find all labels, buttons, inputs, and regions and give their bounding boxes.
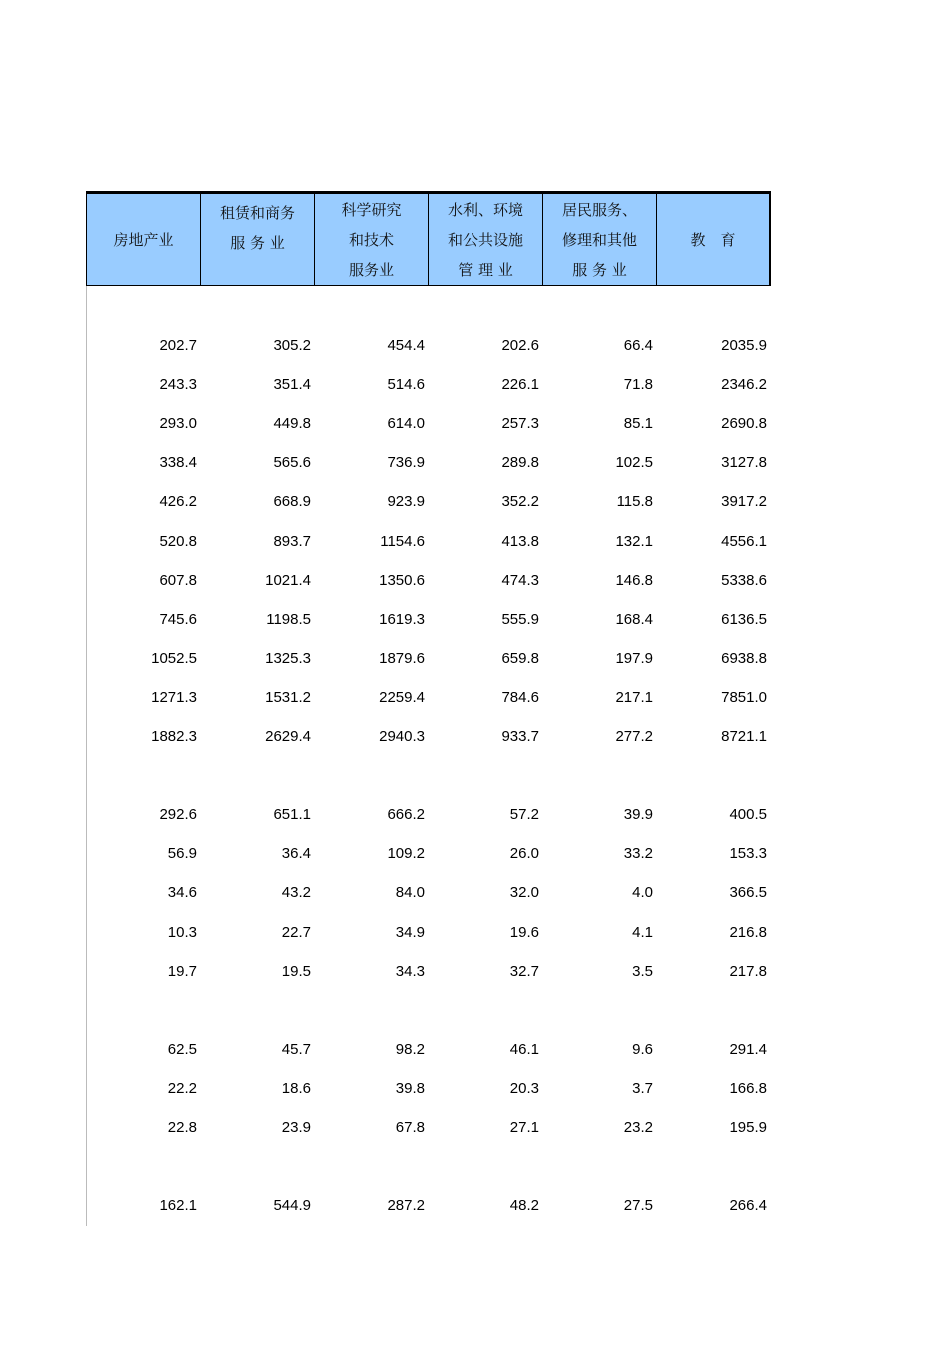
table-cell: 4.1 bbox=[632, 924, 653, 941]
table-row bbox=[86, 649, 771, 669]
table-cell: 43.2 bbox=[281, 884, 311, 901]
table-row bbox=[86, 805, 771, 825]
header-line: 服 务 业 bbox=[230, 234, 285, 252]
header-line: 管 理 业 bbox=[458, 260, 513, 279]
table-cell: 162.1 bbox=[159, 1197, 197, 1214]
table-row bbox=[86, 1040, 771, 1060]
table-cell: 19.5 bbox=[281, 963, 311, 980]
table-cell: 216.8 bbox=[729, 924, 767, 941]
table-cell: 2629.4 bbox=[265, 728, 311, 745]
table-cell: 32.0 bbox=[509, 884, 539, 901]
header-line: 和公共设施 bbox=[447, 230, 523, 249]
table-cell: 57.2 bbox=[509, 806, 539, 823]
table-cell: 893.7 bbox=[273, 533, 311, 550]
table-cell: 217.1 bbox=[615, 689, 653, 706]
table-cell: 784.6 bbox=[501, 689, 539, 706]
table-cell: 36.4 bbox=[281, 845, 311, 862]
table-cell: 923.9 bbox=[387, 493, 425, 510]
table-cell: 84.0 bbox=[395, 884, 425, 901]
table-cell: 23.9 bbox=[281, 1119, 311, 1136]
table-row bbox=[86, 962, 771, 982]
table-cell: 7851.0 bbox=[721, 689, 767, 706]
table-cell: 19.7 bbox=[167, 963, 197, 980]
table-cell: 9.6 bbox=[632, 1041, 653, 1058]
header-scientific-research bbox=[315, 194, 429, 285]
table-cell: 153.3 bbox=[729, 845, 767, 862]
table-cell: 3.7 bbox=[632, 1080, 653, 1097]
table-cell: 23.2 bbox=[623, 1119, 653, 1136]
table-cell: 352.2 bbox=[501, 493, 539, 510]
table-row bbox=[86, 1196, 771, 1216]
table-cell: 2035.9 bbox=[721, 337, 767, 354]
table-cell: 2690.8 bbox=[721, 415, 767, 432]
header-real-estate bbox=[87, 194, 201, 285]
table-cell: 666.2 bbox=[387, 806, 425, 823]
table-cell: 351.4 bbox=[273, 376, 311, 393]
table-cell: 287.2 bbox=[387, 1197, 425, 1214]
table-cell: 27.5 bbox=[623, 1197, 653, 1214]
table-cell: 4556.1 bbox=[721, 533, 767, 550]
table-cell: 400.5 bbox=[729, 806, 767, 823]
table-cell: 67.8 bbox=[395, 1119, 425, 1136]
table-row bbox=[86, 571, 771, 591]
table-row bbox=[86, 375, 771, 395]
header-line: 科学研究 bbox=[341, 200, 402, 219]
header-water-environment-public-facilities bbox=[429, 194, 543, 285]
table-cell: 33.2 bbox=[623, 845, 653, 862]
table-cell: 1879.6 bbox=[379, 650, 425, 667]
table-cell: 102.5 bbox=[615, 454, 653, 471]
header-line: 租赁和商务 bbox=[219, 204, 295, 222]
table-cell: 293.0 bbox=[159, 415, 197, 432]
table-row bbox=[86, 844, 771, 864]
header-line: 和技术 bbox=[348, 230, 394, 249]
table-cell: 8721.1 bbox=[721, 728, 767, 745]
table-cell: 555.9 bbox=[501, 611, 539, 628]
table-cell: 98.2 bbox=[395, 1041, 425, 1058]
table-cell: 292.6 bbox=[159, 806, 197, 823]
header-leasing-business-services bbox=[201, 194, 315, 285]
table-cell: 736.9 bbox=[387, 454, 425, 471]
table-cell: 6938.8 bbox=[721, 650, 767, 667]
table-cell: 66.4 bbox=[623, 337, 653, 354]
table-cell: 2940.3 bbox=[379, 728, 425, 745]
header-line: 服务业 bbox=[348, 260, 394, 279]
table-cell: 115.8 bbox=[616, 493, 653, 510]
header-line: 修理和其他 bbox=[561, 230, 637, 249]
table-cell: 1154.6 bbox=[380, 533, 425, 550]
table-cell: 3917.2 bbox=[721, 493, 767, 510]
table-cell: 1198.5 bbox=[266, 611, 311, 628]
table-cell: 226.1 bbox=[501, 376, 539, 393]
table-cell: 745.6 bbox=[159, 611, 197, 628]
table-cell: 168.4 bbox=[615, 611, 653, 628]
table-cell: 614.0 bbox=[387, 415, 425, 432]
table-row bbox=[86, 492, 771, 512]
table-cell: 85.1 bbox=[623, 415, 653, 432]
table-cell: 71.8 bbox=[623, 376, 653, 393]
table-cell: 2259.4 bbox=[379, 689, 425, 706]
table-cell: 1350.6 bbox=[379, 572, 425, 589]
table-cell: 22.8 bbox=[167, 1119, 197, 1136]
table-cell: 109.2 bbox=[387, 845, 425, 862]
table-cell: 197.9 bbox=[615, 650, 653, 667]
table-cell: 10.3 bbox=[167, 924, 197, 941]
table-row bbox=[86, 688, 771, 708]
table-cell: 366.5 bbox=[729, 884, 767, 901]
table-cell: 48.2 bbox=[509, 1197, 539, 1214]
table-cell: 266.4 bbox=[729, 1197, 767, 1214]
table-cell: 243.3 bbox=[159, 376, 197, 393]
table-row bbox=[86, 883, 771, 903]
table-cell: 19.6 bbox=[509, 924, 539, 941]
table-cell: 474.3 bbox=[501, 572, 539, 589]
table-cell: 4.0 bbox=[632, 884, 653, 901]
table-cell: 146.8 bbox=[615, 572, 653, 589]
table-cell: 166.8 bbox=[729, 1080, 767, 1097]
table-cell: 2346.2 bbox=[721, 376, 767, 393]
table-cell: 20.3 bbox=[509, 1080, 539, 1097]
table-cell: 1882.3 bbox=[151, 728, 197, 745]
table-row bbox=[86, 1079, 771, 1099]
table-cell: 565.6 bbox=[273, 454, 311, 471]
table-cell: 132.1 bbox=[615, 533, 653, 550]
table-cell: 426.2 bbox=[159, 493, 197, 510]
table-cell: 195.9 bbox=[729, 1119, 767, 1136]
table-cell: 607.8 bbox=[159, 572, 197, 589]
table-row bbox=[86, 727, 771, 747]
table-cell: 305.2 bbox=[273, 337, 311, 354]
table-cell: 56.9 bbox=[167, 845, 197, 862]
table-cell: 668.9 bbox=[273, 493, 311, 510]
table-cell: 5338.6 bbox=[721, 572, 767, 589]
table-cell: 338.4 bbox=[159, 454, 197, 471]
table-cell: 39.8 bbox=[395, 1080, 425, 1097]
table-cell: 6136.5 bbox=[721, 611, 767, 628]
header-line: 教 育 bbox=[690, 230, 736, 249]
table-row bbox=[86, 923, 771, 943]
header-resident-services bbox=[543, 194, 657, 285]
table-cell: 34.6 bbox=[167, 884, 197, 901]
table-cell: 520.8 bbox=[159, 533, 197, 550]
table-cell: 62.5 bbox=[167, 1041, 197, 1058]
table-cell: 27.1 bbox=[509, 1119, 539, 1136]
table-cell: 3127.8 bbox=[721, 454, 767, 471]
table-cell: 277.2 bbox=[615, 728, 653, 745]
table-row bbox=[86, 336, 771, 356]
table-cell: 34.3 bbox=[395, 963, 425, 980]
table-header bbox=[86, 191, 771, 286]
table-cell: 1325.3 bbox=[265, 650, 311, 667]
table-cell: 454.4 bbox=[387, 337, 425, 354]
table-cell: 933.7 bbox=[501, 728, 539, 745]
table-cell: 34.9 bbox=[395, 924, 425, 941]
table-cell: 3.5 bbox=[632, 963, 653, 980]
header-education bbox=[657, 194, 769, 285]
table-cell: 1531.2 bbox=[265, 689, 311, 706]
table-cell: 257.3 bbox=[501, 415, 539, 432]
table-cell: 1271.3 bbox=[151, 689, 197, 706]
table-cell: 22.7 bbox=[281, 924, 311, 941]
table-cell: 217.8 bbox=[729, 963, 767, 980]
table-cell: 39.9 bbox=[623, 806, 653, 823]
table-cell: 544.9 bbox=[273, 1197, 311, 1214]
header-line: 房地产业 bbox=[113, 230, 174, 249]
table-cell: 651.1 bbox=[273, 806, 311, 823]
table-cell: 291.4 bbox=[729, 1041, 767, 1058]
table-cell: 449.8 bbox=[273, 415, 311, 432]
table-cell: 32.7 bbox=[509, 963, 539, 980]
header-line: 服 务 业 bbox=[572, 260, 627, 279]
table-cell: 659.8 bbox=[501, 650, 539, 667]
table-row bbox=[86, 453, 771, 473]
table-cell: 26.0 bbox=[509, 845, 539, 862]
table-cell: 1021.4 bbox=[265, 572, 311, 589]
table-cell: 514.6 bbox=[387, 376, 425, 393]
table-cell: 45.7 bbox=[281, 1041, 311, 1058]
table-cell: 18.6 bbox=[281, 1080, 311, 1097]
table-cell: 202.6 bbox=[501, 337, 539, 354]
statistics-table bbox=[86, 191, 771, 286]
table-cell: 289.8 bbox=[501, 454, 539, 471]
table-cell: 413.8 bbox=[501, 533, 539, 550]
table-cell: 202.7 bbox=[159, 337, 197, 354]
table-row bbox=[86, 610, 771, 630]
table-row bbox=[86, 414, 771, 434]
table-row bbox=[86, 1118, 771, 1138]
table-row bbox=[86, 532, 771, 552]
table-cell: 1052.5 bbox=[151, 650, 197, 667]
table-cell: 22.2 bbox=[167, 1080, 197, 1097]
table-cell: 1619.3 bbox=[379, 611, 425, 628]
table-cell: 46.1 bbox=[509, 1041, 539, 1058]
header-line: 水利、环境 bbox=[447, 200, 523, 219]
header-line: 居民服务、 bbox=[561, 200, 637, 219]
